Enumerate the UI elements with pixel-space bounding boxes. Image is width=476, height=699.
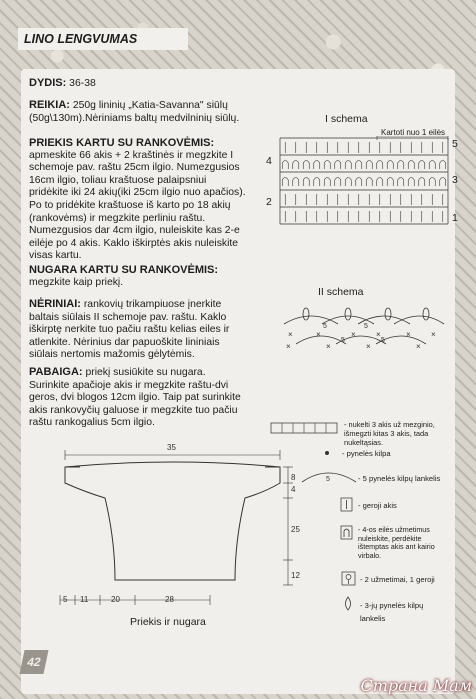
schema1-chart — [262, 136, 462, 226]
dim-top: 35 — [167, 443, 176, 452]
svg-text:×: × — [286, 342, 291, 351]
schema1-row-4: 4 — [266, 155, 272, 167]
schema2-num-3: 5 — [341, 337, 345, 344]
schema1-row-5: 5 — [452, 138, 458, 150]
knot-icon — [340, 525, 354, 541]
stitch-cell — [429, 161, 435, 170]
legend-text-2: - pynelės kilpa — [342, 449, 391, 458]
stitch-cell — [324, 178, 330, 187]
svg-text:×: × — [376, 330, 381, 339]
stitch-cell — [335, 178, 341, 187]
dim-right-2: 4 — [291, 485, 296, 494]
schema2-chart — [276, 304, 446, 354]
dim-bottom-4: 28 — [165, 595, 174, 604]
petal-icon — [342, 596, 354, 612]
page-number: 42 — [19, 650, 48, 674]
schema1-row-3: 3 — [452, 174, 458, 186]
schema1-title: I schema — [325, 113, 368, 125]
stitch-cell — [419, 161, 425, 170]
vertical-bar-icon — [340, 497, 354, 513]
dim-bottom-1: 5 — [63, 595, 68, 604]
schema2-num-4: 5 — [381, 337, 385, 344]
stitch-cell — [408, 161, 414, 170]
lace-heading: NĖRINIAI: — [29, 298, 81, 310]
schema2-num-2: 5 — [364, 323, 368, 330]
stitch-cell — [293, 178, 299, 187]
back-text: megzkite kaip priekį. — [29, 276, 124, 288]
materials-block — [29, 99, 244, 125]
stitch-cell — [387, 178, 393, 187]
legend-text-7: - 3-jų pynelės kilpų lankelis — [360, 601, 424, 623]
svg-text:×: × — [406, 330, 411, 339]
stitch-cell — [314, 178, 320, 187]
legend-text-4: - geroji akis — [358, 501, 397, 510]
dim-right-1: 8 — [291, 473, 296, 482]
stitch-cell — [377, 178, 383, 187]
stitch-cell — [408, 178, 414, 187]
schema1-repeat-note: Kartoti nuo 1 eilės — [381, 128, 446, 137]
front-heading: PRIEKIS KARTU SU RANKOVĖMIS: — [29, 137, 215, 149]
finish-text: priekį susiūkite su nugara. Surinkite apačioje akis ir megzkite raštu-dvi geros, dvi blogos 12cm ilgio. Taip pat surinkite akis rankovyčių galuose ir megzkite tuo pačiu raštu rankogalius 5cm ilgio. — [29, 367, 241, 429]
dim-right-3: 25 — [291, 525, 300, 534]
svg-text:×: × — [366, 342, 371, 351]
stitch-cell — [419, 178, 425, 187]
schema1-row-1: 1 — [452, 212, 458, 224]
schematic-caption: Priekis ir nugara — [130, 616, 206, 628]
dim-bottom-3: 20 — [111, 595, 120, 604]
legend-text-1: - nukelti 3 akis už mezginio, išmegzti kitas 3 akis, tada nukeltąsias. — [344, 420, 435, 447]
garment-schematic — [25, 440, 315, 620]
stitch-cell — [440, 161, 446, 170]
stitch-cell — [366, 178, 372, 187]
finish-heading: PABAIGA: — [29, 366, 83, 378]
svg-text:×: × — [351, 330, 356, 339]
stitch-cell — [356, 161, 362, 170]
stitch-cell — [345, 178, 351, 187]
stitch-cell — [303, 178, 309, 187]
stitch-cell — [429, 178, 435, 187]
stitch-cell — [303, 161, 309, 170]
dot-icon — [325, 451, 329, 455]
back-heading: NUGARA KARTU SU RANKOVĖMIS: — [29, 264, 219, 276]
front-text: apmeskite 66 akis + 2 kraštinės ir megzkite I schemoje pav. raštu 25cm ilgio. Numezgusios 16cm ilgio, toliau kraštuose palaipsniui pridėkite iki 24 akių(iki 25cm ilgio nuo apačios). Po to pridėkite kraštuose iš karto po 18 akių (rankovėms) ir megzkite perliniu raštu. Numezgusios dar 4cm ilgio, nuleiskite kas 2-e eilėje po 4 akis. Kaklo iškirptės akis nuleiskite visas kartu. — [29, 149, 246, 262]
stitch-cell — [398, 161, 404, 170]
stitch-cell — [366, 161, 372, 170]
watermark: Страна Мам — [360, 676, 472, 695]
legend-text-5: - 4-os eilės užmetimus nuleiskite, perdėkite ištemptas akis ant kairio virbalo. — [358, 525, 435, 560]
size-value: 36-38 — [69, 78, 96, 89]
stitch-cell — [282, 178, 288, 187]
stitch-cell — [293, 161, 299, 170]
stitch-cell — [314, 161, 320, 170]
stitch-cell — [398, 178, 404, 187]
svg-text:×: × — [288, 330, 293, 339]
loop-icon — [341, 571, 357, 587]
dim-right-4: 12 — [291, 571, 300, 580]
svg-text:5: 5 — [326, 476, 330, 483]
svg-text:×: × — [431, 330, 436, 339]
svg-text:×: × — [316, 330, 321, 339]
stitch-cell — [387, 161, 393, 170]
svg-text:×: × — [416, 342, 421, 351]
front-block — [29, 137, 246, 263]
materials-label: REIKIA: — [29, 99, 70, 111]
stitch-cell — [440, 178, 446, 187]
dim-bottom-2: 11 — [80, 595, 89, 604]
stitch-cell — [345, 161, 351, 170]
schema2-title: II schema — [318, 286, 364, 298]
svg-text:×: × — [326, 342, 331, 351]
stitch-cell — [335, 161, 341, 170]
back-block — [29, 264, 246, 289]
page-title: LINO LENGVUMAS — [18, 28, 188, 50]
stitch-cell — [324, 161, 330, 170]
finish-block — [29, 366, 246, 430]
schema2-num-1: 5 — [323, 323, 327, 330]
lace-text: rankovių trikampiuose įnerkite baltais siūlais II schemoje pav. raštu. Kaklo iškirptę nerkite tuo pačiu raštu kelias eiles ir atlenkite. Nėrinius dar papuoškite lininiais siūlais nertomis mažomis gėlytėmis. — [29, 299, 230, 361]
stitch-cell — [377, 161, 383, 170]
stitch-cell — [356, 178, 362, 187]
legend-text-3: - 5 pynelės kilpų lankelis — [358, 474, 441, 483]
schema1-row-2: 2 — [266, 196, 272, 208]
size-line — [29, 77, 229, 91]
lace-block — [29, 298, 246, 362]
knit-bar-icon — [270, 421, 340, 435]
stitch-cell — [282, 161, 288, 170]
legend-text-6: - 2 užmetimai, 1 geroji — [360, 575, 435, 584]
size-label: DYDIS: — [29, 77, 67, 89]
materials-text: 250g lininių „Katia-Savanna" siūlų (50g\130m).Nėriniams baltų medvilninių siūlų. — [29, 100, 240, 124]
